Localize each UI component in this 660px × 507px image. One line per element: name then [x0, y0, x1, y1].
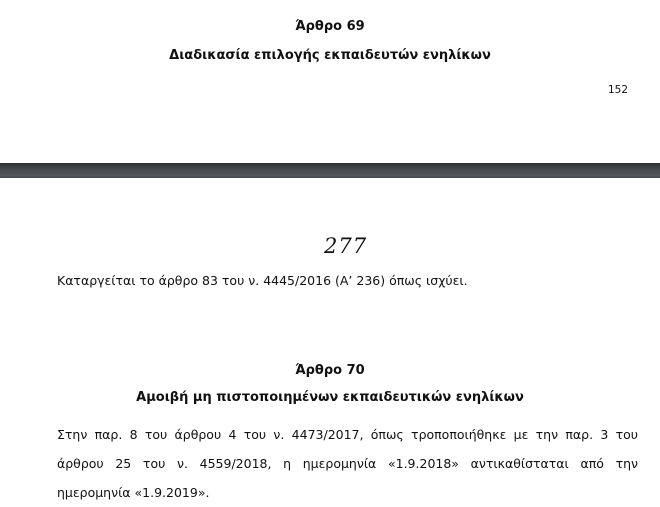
handwritten-page-number: 277 [324, 234, 368, 258]
paragraph-article-70-body [57, 420, 638, 507]
page-separator [0, 163, 660, 178]
paragraph-line: Στην παρ. 8 του άρθρου 4 του ν. 4473/2017, όπως τροποποιήθηκε με την παρ. 3 του [57, 427, 638, 442]
article-69-heading: Άρθρο 69 [295, 19, 365, 34]
paragraph-line: άρθρου 25 του ν. 4559/2018, η ημερομηνία «1.9.2018» αντικαθίσταται από την [57, 456, 638, 471]
document-page-top [0, 0, 660, 163]
paragraph-repeal-article-83: Καταργείται το άρθρο 83 του ν. 4445/2016 (Α’ 236) όπως ισχύει. [57, 273, 468, 288]
article-70-title: Αμοιβή μη πιστοποιημένων εκπαιδευτικών ενηλίκων [136, 390, 524, 405]
article-69-title: Διαδικασία επιλογής εκπαιδευτών ενηλίκων [169, 48, 491, 63]
page-number: 152 [608, 84, 629, 96]
article-70-heading: Άρθρο 70 [295, 363, 365, 378]
paragraph-line: ημερομηνία «1.9.2019». [57, 485, 210, 500]
